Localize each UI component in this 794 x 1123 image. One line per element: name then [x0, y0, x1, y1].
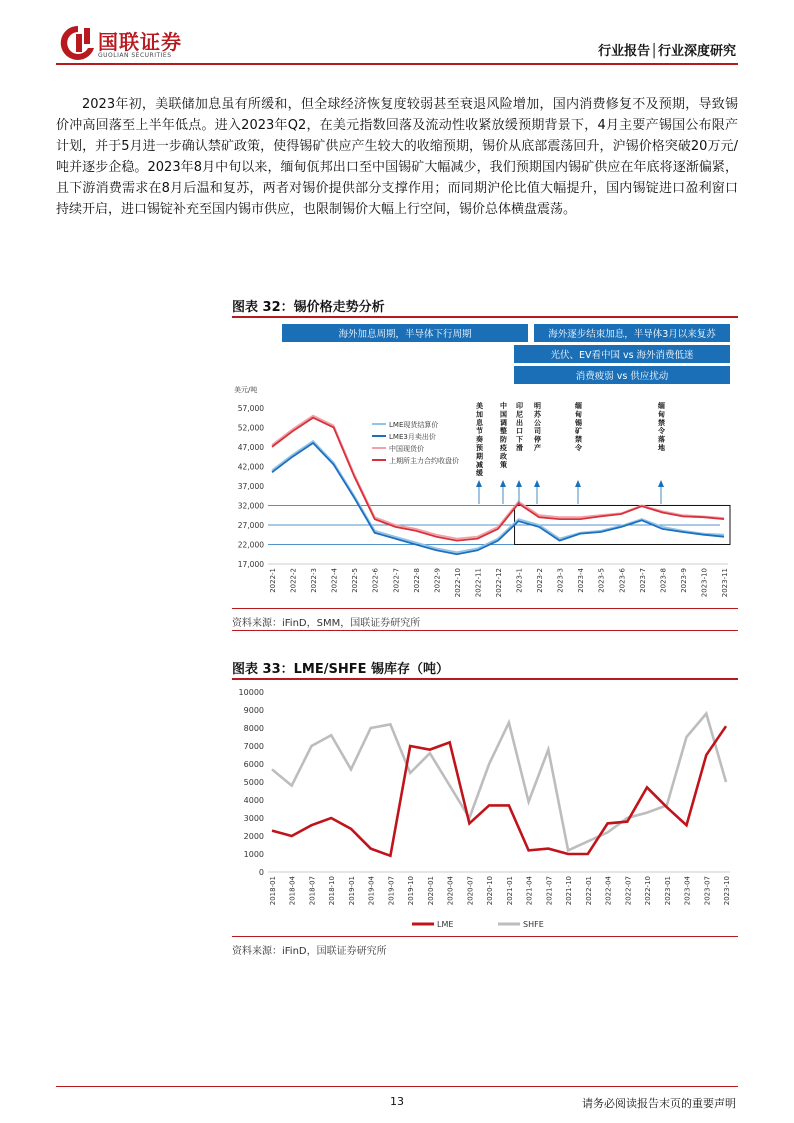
- x-tick-label: 2022-6: [371, 568, 380, 593]
- x-tick-label: 2021-01: [505, 876, 514, 906]
- x-tick-label: 2023-04: [683, 876, 692, 906]
- x-tick-label: 2021-07: [545, 876, 554, 906]
- figure-32-title: 图表 32：锡价格走势分析: [232, 300, 385, 315]
- y-tick-label: 57,000: [237, 403, 264, 413]
- page-number: 13: [390, 1095, 404, 1108]
- y-tick-label: 37,000: [237, 481, 264, 491]
- annotation-arrowhead-6: [658, 480, 664, 487]
- x-tick-label: 2020-07: [466, 876, 475, 906]
- annotation-2: 中国调整防疫政策: [500, 402, 507, 469]
- x-tick-label: 2022-8: [412, 568, 421, 593]
- x-tick-label: 2023-10: [723, 876, 731, 906]
- x-tick-label: 2022-5: [351, 568, 360, 593]
- banner-label-3: 光伏、EV看中国 vs 海外消费低迷: [550, 350, 694, 361]
- tin-inventory-chart: [232, 680, 738, 934]
- annotation-5: 缅甸锡矿禁令: [575, 402, 582, 452]
- y-tick-label: 0: [258, 868, 264, 877]
- shfe-inventory-series: [272, 714, 726, 851]
- annotation-arrowhead-1: [476, 480, 482, 487]
- x-tick-label: 2018-07: [308, 876, 317, 906]
- y-tick-label: 8000: [243, 724, 264, 733]
- x-tick-label: 2022-10: [453, 568, 462, 598]
- annotation-4: 明苏公司停产: [534, 402, 541, 452]
- x-tick-label: 2023-8: [659, 568, 668, 593]
- y-tick-label: 4000: [243, 796, 264, 805]
- x-tick-label: 2019-01: [347, 876, 356, 906]
- y-tick-label: 2000: [243, 832, 264, 841]
- banner-label-2: 海外逐步结束加息，半导体3月以来复苏: [548, 329, 716, 340]
- x-tick-label: 2022-4: [330, 568, 339, 593]
- banner-label-1: 海外加息周期，半导体下行周期: [338, 329, 472, 340]
- y-tick-label: 1000: [243, 850, 264, 859]
- figure-33-title: 图表 33：LME/SHFE 锡库存（吨）: [232, 662, 449, 677]
- x-tick-label: 2023-3: [556, 568, 565, 593]
- footer-divider: [56, 1086, 738, 1087]
- annotation-3: 印尼出口下滑: [516, 402, 523, 452]
- y-axis-unit: 美元/吨: [234, 386, 258, 394]
- x-tick-label: 2023-5: [597, 568, 606, 593]
- x-tick-label: 2020-04: [446, 876, 455, 906]
- x-tick-label: 2021-10: [565, 876, 574, 906]
- y-tick-label: 27,000: [237, 520, 264, 530]
- x-tick-label: 2022-11: [474, 568, 483, 598]
- x-tick-label: 2022-10: [644, 876, 653, 906]
- x-tick-label: 2023-9: [679, 568, 688, 593]
- x-tick-label: 2020-10: [486, 876, 495, 906]
- china-spot-series: [272, 416, 724, 539]
- y-tick-label: 5000: [243, 778, 264, 787]
- annotation-arrowhead-5: [575, 480, 581, 487]
- x-tick-label: 2019-04: [367, 876, 376, 906]
- x-tick-label: 2023-6: [618, 568, 627, 593]
- figure-33-bottom-rule: [232, 936, 738, 937]
- x-tick-label: 2022-3: [310, 568, 319, 593]
- x-tick-label: 2021-04: [525, 876, 534, 906]
- y-tick-label: 52,000: [237, 423, 264, 433]
- x-tick-label: 2023-4: [577, 568, 586, 593]
- y-tick-label: 17,000: [237, 560, 264, 569]
- guolian-logo-icon: [58, 22, 98, 64]
- annotation-arrowhead-4: [534, 480, 540, 487]
- annotation-1: 美加息节奏预期减缓: [476, 402, 483, 478]
- y-tick-label: 9000: [243, 706, 264, 715]
- figure-32-source: 资料来源：iFinD，SMM，国联证券研究所: [232, 618, 421, 629]
- x-tick-label: 2019-07: [387, 876, 396, 906]
- x-tick-label: 2019-10: [407, 876, 416, 906]
- tin-price-chart: [232, 318, 738, 610]
- legend-label-lme: LME: [437, 920, 454, 929]
- banner-label-4: 消费疲弱 vs 供应扰动: [575, 371, 669, 382]
- y-tick-label: 7000: [243, 742, 264, 751]
- annotation-arrowhead-3: [516, 480, 522, 487]
- lme-cash-series: [272, 441, 724, 552]
- x-tick-label: 2018-04: [288, 876, 297, 906]
- x-tick-label: 2022-1: [269, 568, 277, 593]
- legend-label-2: LME3月卖出价: [389, 433, 436, 441]
- x-tick-label: 2023-1: [515, 568, 524, 593]
- x-tick-label: 2022-7: [392, 568, 401, 593]
- x-tick-label: 2023-11: [721, 568, 729, 598]
- y-tick-label: 3000: [243, 814, 264, 823]
- x-tick-label: 2018-10: [328, 876, 337, 906]
- x-tick-label: 2022-12: [495, 568, 503, 598]
- x-tick-label: 2022-07: [624, 876, 633, 906]
- legend-label-4: 上期所主力合约收盘价: [389, 457, 459, 465]
- y-tick-label: 47,000: [237, 442, 264, 452]
- y-tick-label: 42,000: [237, 462, 264, 472]
- header-divider: [56, 63, 738, 65]
- y-tick-label: 10000: [238, 688, 264, 697]
- figure-32-source-rule: [232, 630, 738, 631]
- annotation-6: 缅甸禁令落地: [658, 402, 665, 452]
- report-type: 行业报告│行业深度研究: [598, 44, 736, 59]
- legend-label-3: 中国现货价: [389, 445, 424, 453]
- x-tick-label: 2018-01: [269, 876, 277, 906]
- x-tick-label: 2022-9: [433, 568, 442, 593]
- x-tick-label: 2022-04: [604, 876, 613, 906]
- shfe-series: [272, 418, 724, 541]
- x-tick-label: 2023-07: [703, 876, 712, 906]
- x-tick-label: 2020-01: [426, 876, 435, 906]
- disclaimer-note: 请务必阅读报告末页的重要声明: [582, 1097, 736, 1110]
- x-tick-label: 2022-01: [584, 876, 593, 906]
- x-tick-label: 2023-2: [536, 568, 545, 593]
- company-name-en: GUOLIAN SECURITIES: [98, 52, 172, 59]
- x-tick-label: 2023-10: [700, 568, 709, 598]
- legend-label-1: LME现货结算价: [389, 421, 439, 429]
- y-tick-label: 6000: [243, 760, 264, 769]
- y-tick-label: 32,000: [237, 501, 264, 511]
- figure-32-bottom-rule: [232, 608, 738, 609]
- x-tick-label: 2022-2: [289, 568, 298, 593]
- x-tick-label: 2023-7: [638, 568, 647, 593]
- body-paragraph: 2023年初，美联储加息虽有所缓和，但全球经济恢复度较弱甚至衰退风险增加，国内消费修复不及预期，导致锡价冲高回落至上半年低点。进入2023年Q2，在美元指数回落及流动性收紧放缓预期背景下，4月主要产锡国公布限产计划，并于5月进一步确认禁矿政策，使得锡矿供应产生较大的收缩预期，锡价从底部震荡回升，沪锡价格突破20万元/吨并逐步企稳。2023年8月中旬以来，缅甸佤邦出口至中国锡矿大幅减少，我们预期国内锡矿供应在年底将逐渐偏紧，且下游消费需求在8月后温和复苏，两者对锡价提供部分支撑作用；而同期沪伦比值大幅提升，国内锡锭进口盈利窗口持续开启，进口锡锭补充至国内锡市供应，也限制锡价大幅上行空间，锡价总体横盘震荡。: [56, 97, 738, 217]
- legend-label-shfe: SHFE: [523, 920, 544, 929]
- annotation-arrowhead-2: [500, 480, 506, 487]
- y-tick-label: 22,000: [237, 540, 264, 550]
- figure-33-source: 资料来源：iFinD，国联证券研究所: [232, 946, 387, 957]
- company-name: 国联证券: [98, 30, 182, 54]
- x-tick-label: 2023-01: [663, 876, 672, 906]
